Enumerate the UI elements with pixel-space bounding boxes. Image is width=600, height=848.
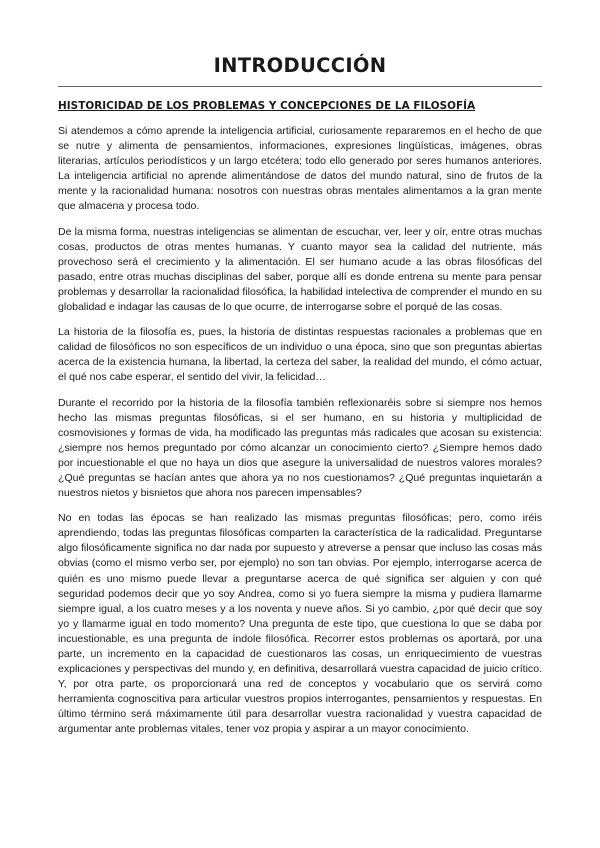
paragraph-5: No en todas las épocas se han realizado las mismas preguntas filosóficas; pero, como iréis aprendiendo, todas las preguntas filosóficas comparten la característica de la radicalidad. Preguntarse algo filosóficamente significa no dar nada por supuesto y atreverse a pensar que incluso las cosas más obvias (como el mismo verbo ser, por ejemplo) no son tan obvias. Por ejemplo, interrogarse acerca de quién es uno mismo puede llevar a preguntarse acerca de qué significa ser alguien y con qué seguridad podemos decir que yo soy Andrea, como si yo fuera siempre la misma y pudiera llamarme siempre igual, a los cuatro meses y a los noventa y nueve años. Si yo cambio, ¿por qué decir que soy yo y llamarme igual en todo momento? Una pregunta de este tipo, que cuestiona lo que se daba por incuestionable, es una pregunta de índole filosófica. Recorrer estos problemas os aportará, por una parte, un incremento en la capacidad de cuestionaros las cosas, un enriquecimiento de vuestras explicaciones y perspectivas del mundo y, en definitiva, desarrollará vuestra capacidad de juicio crítico. Y, por otra parte, os proporcionará una red de conceptos y vocabulario que os servirá como herramienta cognoscitiva para articular vuestros propios interrogantes, pensamientos y respuestas. En último término será máximamente útil para desarrollar vuestra racionalidad y vuestra capacidad de argumentar ante problemas vitales, tener voz propia y aspirar a un mayor conocimiento. [58, 512, 542, 736]
page-title: INTRODUCCIÓN [213, 54, 387, 77]
paragraph-3: La historia de la filosofía es, pues, la historia de distintas respuestas racionales a problemas que en calidad de filosóficos no son específicos de un individuo o una época, sino que son preguntas abiertas acerca de la existencia humana, la libertad, la certeza del saber, la realidad del mundo, el cómo actuar, el qué nos cabe esperar, el sentido del vivir, la felicidad… [58, 326, 542, 384]
paragraph-2: De la misma forma, nuestras inteligencias se alimentan de escuchar, ver, leer y oír, entre otras muchas cosas, productos de otras mentes humanas. Y cuanto mayor sea la calidad del nutriente, más provechoso será el crecimiento y la alimentación. El ser humano acude a las obras filosóficas del pasado, entre otras muchas disciplinas del saber, porque allí es donde entrena su mente para pensar problemas y desarrollar la racionalidad filosófica, la habilidad intelectiva de comprender el mundo en su globalidad e indagar las causas de lo que ocurre, de interrogarse sobre el porqué de las cosas. [58, 225, 542, 314]
paragraph-4: Durante el recorrido por la historia de la filosofía también reflexionaréis sobre si siempre nos hemos hecho las mismas preguntas filosóficas, si el ser humano, en su historia y multiplicidad de cosmovisiones y formas de vida, ha modificado las preguntas más radicales que acosan su existencia: ¿siempre nos hemos preguntado por cómo alcanzar un conocimiento cierto? ¿Siempre hemos dado por incuestionable el que no haya un dios que asegure la universalidad de nuestros valores morales? ¿Qué preguntas se hacían antes que ahora ya no nos cuestionamos? ¿Qué preguntas inquietarán a nuestros nietos y bisnietos que ahora nos parecen impensables? [58, 396, 542, 500]
title-divider [58, 86, 542, 87]
paragraph-1: Si atendemos a cómo aprende la inteligencia artificial, curiosamente repararemos en el hecho de que se nutre y alimenta de pensamientos, informaciones, expresiones lingüísticas, imágenes, obras literarias, artículos periodísticos y un largo etcétera; todo ello generado por seres humanos anteriores. La inteligencia artificial no aprende alimentándose de datos del mundo natural, sino de frutos de la mente y la racionalidad humana: nosotros con nuestras obras mentales alimentamos a la gran mente que almacena y procesa todo. [58, 125, 542, 213]
section-heading: HISTORICIDAD DE LOS PROBLEMAS Y CONCEPCIONES DE LA FILOSOFÍA [58, 100, 476, 112]
